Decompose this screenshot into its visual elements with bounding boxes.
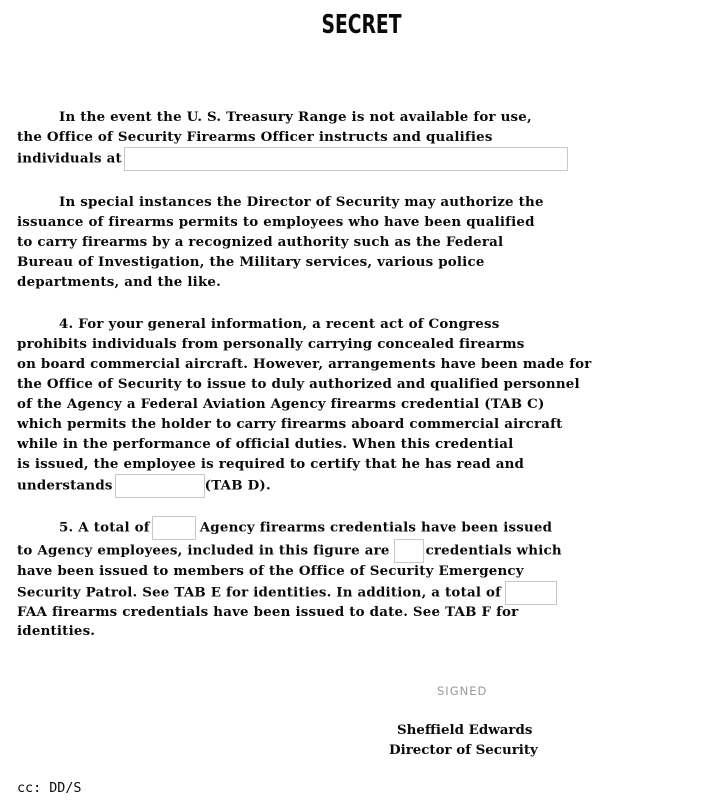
- p4-line-7: while in the performance of official duties. When this credential: [17, 436, 514, 452]
- p4-line-3: on board commercial aircraft. However, arrangements have been made for: [17, 356, 592, 372]
- p4-line-2: prohibits individuals from personally carrying concealed firearms: [17, 336, 525, 352]
- p1-line-3: [17, 147, 568, 171]
- redaction-box-certification: [115, 474, 205, 498]
- redaction-box-patrol-credentials: [394, 539, 424, 563]
- signer-title: Director of Security: [389, 742, 538, 758]
- cc-line: cc: DD/S: [17, 781, 82, 796]
- p4-line-5: of the Agency a Federal Aviation Agency firearms credential (TAB C): [17, 396, 545, 412]
- p2-line-2: issuance of firearms permits to employees who have been qualified: [17, 214, 535, 230]
- p5-line-1-text-a: 5. A total of: [59, 519, 150, 536]
- p4-tab-d: (TAB D).: [204, 477, 271, 494]
- p5-line-4-text: Security Patrol. See TAB E for identities. In addition, a total of: [17, 584, 502, 601]
- p1-line-2: the Office of Security Firearms Officer instructs and qualifies: [17, 129, 493, 145]
- p4-line-1: 4. For your general information, a recent act of Congress: [59, 316, 500, 332]
- p5-line-1: [59, 516, 552, 540]
- p1-line-1: In the event the U. S. Treasury Range is not available for use,: [59, 109, 532, 125]
- p5-line-6: identities.: [17, 623, 96, 639]
- signer-name: Sheffield Edwards: [397, 722, 533, 738]
- p5-line-1-text-b: Agency firearms credentials have been issued: [199, 519, 553, 536]
- p5-line-5: FAA firearms credentials have been issued to date. See TAB F for: [17, 604, 519, 620]
- redaction-box-total-credentials: [152, 516, 196, 540]
- p2-line-4: Bureau of Investigation, the Military services, various police: [17, 254, 485, 270]
- p4-line-6: which permits the holder to carry firearms aboard commercial aircraft: [17, 416, 563, 432]
- p4-line-8: is issued, the employee is required to certify that he has read and: [17, 456, 525, 472]
- p2-line-1: In special instances the Director of Security may authorize the: [59, 194, 544, 210]
- p5-line-3: have been issued to members of the Office of Security Emergency: [17, 563, 524, 579]
- classification-marking: SECRET: [321, 10, 402, 40]
- p2-line-3: to carry firearms by a recognized authority such as the Federal: [17, 234, 504, 250]
- p5-line-2: [17, 539, 562, 563]
- p1-line-3-text: individuals at: [17, 150, 122, 167]
- signed-stamp: SIGNED: [437, 684, 488, 698]
- p2-line-5: departments, and the like.: [17, 274, 222, 290]
- redaction-box-location: [124, 147, 568, 171]
- p4-line-4: the Office of Security to issue to duly authorized and qualified personnel: [17, 376, 580, 392]
- p5-line-2-text-a: to Agency employees, included in this figure are: [17, 542, 390, 559]
- p4-line-9-text: understands: [17, 477, 113, 494]
- p5-line-2-text-b: credentials which: [425, 542, 562, 559]
- p4-line-9: [17, 474, 271, 498]
